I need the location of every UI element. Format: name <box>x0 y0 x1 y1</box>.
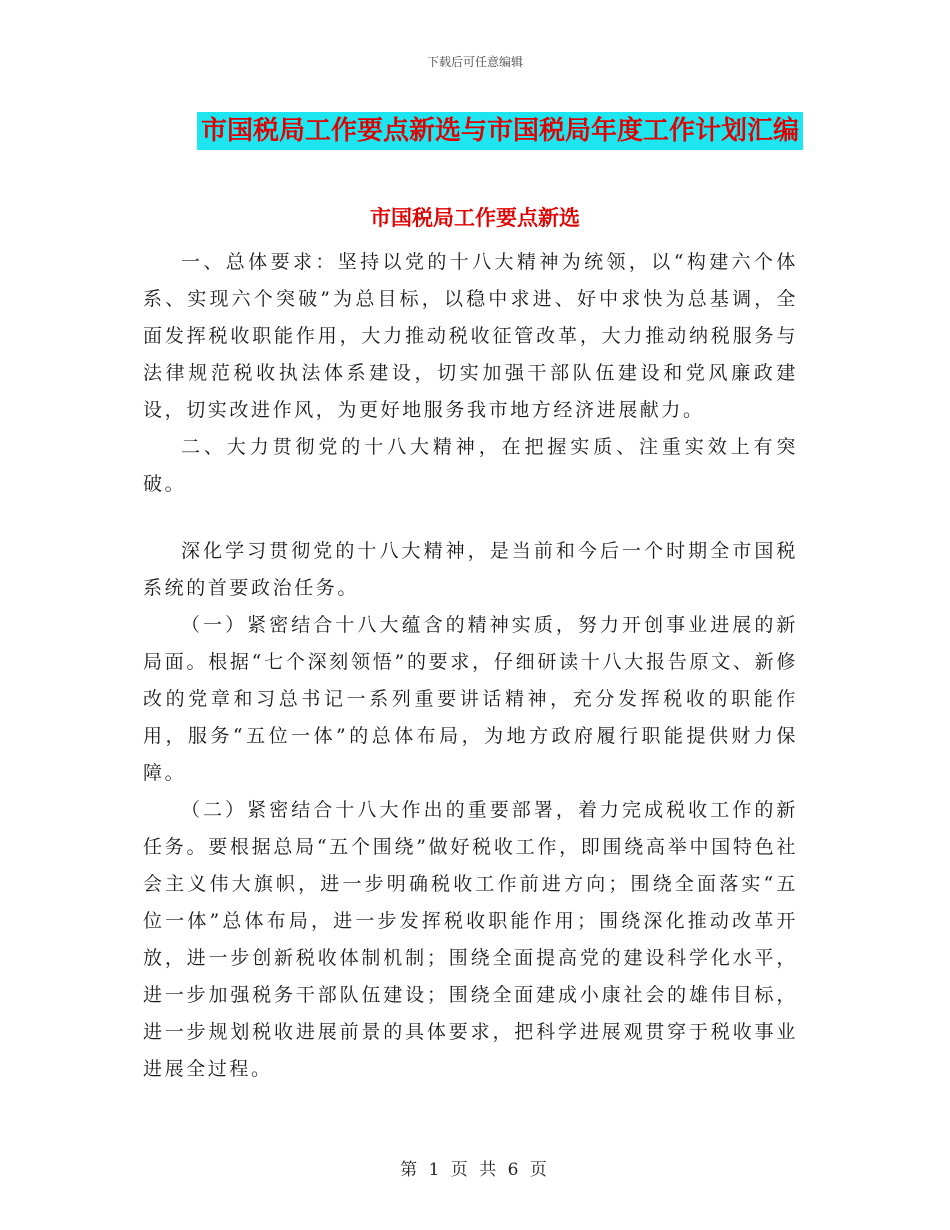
paragraph-subpoint-two: （二）紧密结合十八大作出的重要部署，着力完成税收工作的新任务。要根据总局“五个围绕”做好税收工作，即围绕高举中国特色社会主义伟大旗帜，进一步明确税收工作前进方向；围绕全面落实“五位一体”总体布局，进一步发挥税收职能作用；围绕深化推动改革开放，进一步创新税收体制机制；围绕全面提高党的建设科学化水平，进一步加强税务干部队伍建设；围绕全面建成小康社会的雄伟目标，进一步规划税收进展前景的具体要求，把科学进展观贯穿于税收事业进展全过程。 <box>143 799 798 1080</box>
paragraph-subpoint-one: （一）紧密结合十八大蕴含的精神实质，努力开创事业进展的新局面。根据“七个深刻领悟”的要求，仔细研读十八大报告原文、新修改的党章和习总书记一系列重要讲话精神，充分发挥税收的职能作用，服务“五位一体”的总体布局，为地方政府履行职能提供财力保障。 <box>143 614 798 784</box>
document-main-title: 市国税局工作要点新选与市国税局年度工作计划汇编 <box>197 112 803 150</box>
page-number-footer: 第 1 页 共 6 页 <box>400 1160 550 1180</box>
section-title: 市国税局工作要点新选 <box>370 206 580 230</box>
paragraph-point-two: 二、大力贯彻党的十八大精神，在把握实质、注重实效上有突破。 <box>143 436 798 495</box>
paragraph-general-requirements: 一、总体要求：坚持以党的十八大精神为统领，以“构建六个体系、实现六个突破”为总目标，以稳中求进、好中求快为总基调，全面发挥税收职能作用，大力推动税收征管改革，大力推动纳税服务与法律规范税收执法体系建设，切实加强干部队伍建设和党风廉政建设，切实改进作风，为更好地服务我市地方经济进展献力。 <box>143 251 798 421</box>
document-body <box>143 244 798 1088</box>
paragraph-deepen-study: 深化学习贯彻党的十八大精神，是当前和今后一个时期全市国税系统的首要政治任务。 <box>143 540 798 599</box>
header-note: 下载后可任意编辑 <box>426 55 523 69</box>
main-title-container <box>0 112 950 150</box>
